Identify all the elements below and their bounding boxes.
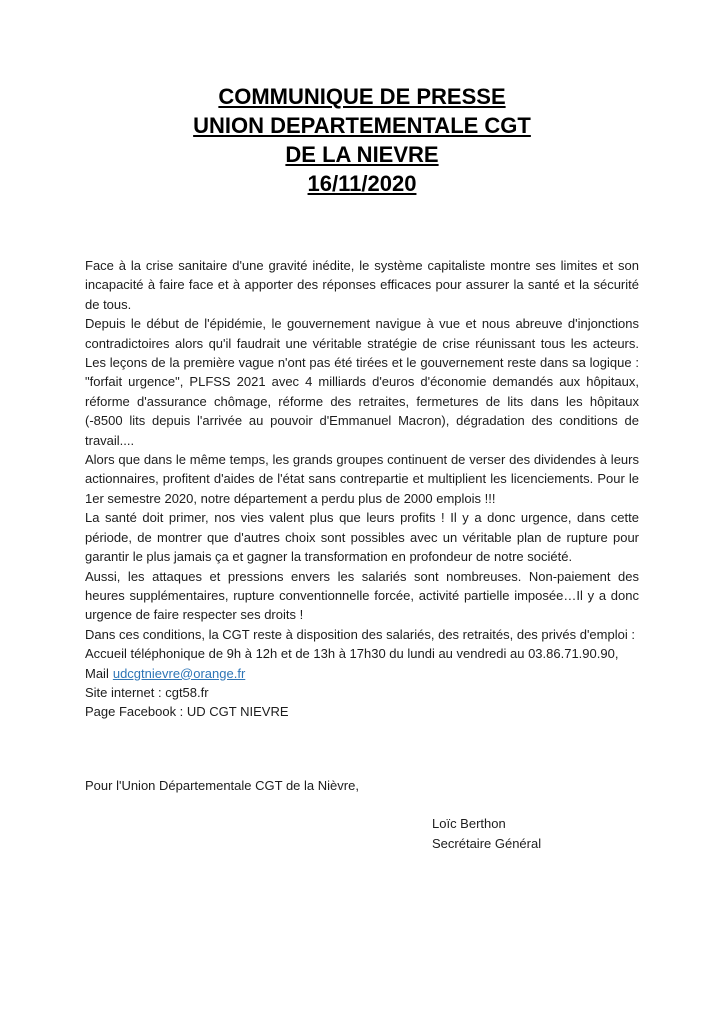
signature-role: Secrétaire Général [432, 835, 542, 851]
title-line-nievre: DE LA NIEVRE [285, 142, 439, 167]
document-body [85, 256, 639, 853]
paragraph-epidemie: Depuis le début de l'épidémie, le gouvernement navigue à vue et nous abreuve d'injonctions contradictoires alors qu'il faudrait une véritable stratégie de crise réunissant tous les acteurs. Les leçons de la première vague n'ont pas été tirées et le gouvernement reste dans sa logique : "forfait urgence", PLFSS 2021 avec 4 milliards d'euros d'économie demandés aux hôpitaux, réforme d'assurance chômage, réforme des retraites, fermetures de lits dans les hôpitaux (-8500 lits depuis l'arrivée au pouvoir d'Emmanuel Macron), dégradation des conditions de travail.... [85, 316, 639, 448]
email-link[interactable]: udcgtnievre@orange.fr [112, 665, 246, 681]
title-line-communique: COMMUNIQUE DE PRESSE [218, 84, 506, 109]
paragraph-grands-groupes: Alors que dans le même temps, les grands groupes continuent de verser des dividendes à leurs actionnaires, profitent d'aides de l'état sans contrepartie et multiplient les licenciements. Pour le 1er semestre 2020, notre département a perdu plus de 2000 emplois !!! [85, 452, 639, 506]
contact-site-line: Site internet : cgt58.fr [85, 684, 209, 700]
mail-label: Mail [85, 665, 109, 681]
document-title [85, 82, 639, 198]
paragraph-cgt-disposition: Dans ces conditions, la CGT reste à disposition des salariés, des retraités, des privés d'emploi : [85, 626, 635, 642]
paragraph-crise-sanitaire: Face à la crise sanitaire d'une gravité inédite, le système capitaliste montre ses limites et son incapacité à faire face et à apporter des réponses efficaces pour assurer la santé et la sécurité de tous. [85, 258, 639, 312]
contact-mail-line [85, 664, 639, 683]
signature-for-line: Pour l'Union Départementale CGT de la Nièvre, [85, 777, 359, 793]
signature-block [85, 776, 639, 853]
title-line-date: 16/11/2020 [307, 171, 417, 196]
signature-name-block [432, 814, 639, 853]
paragraph-sante-primer: La santé doit primer, nos vies valent plus que leurs profits ! Il y a donc urgence, dans cette période, de montrer que d'autres choix sont possibles avec un véritable plan de rupture pour garantir le plus jamais ça et gagner la transformation en profondeur de notre société. [85, 510, 639, 565]
paragraph-attaques-salaries: Aussi, les attaques et pressions envers les salariés sont nombreuses. Non-paiement des heures supplémentaires, rupture conventionnelle forcée, activité partielle imposée…Il y a donc urgence de faire respecter ses droits ! [85, 568, 639, 623]
contact-phone-line: Accueil téléphonique de 9h à 12h et de 13h à 17h30 du lundi au vendredi au 03.86.71.90.90, [85, 646, 619, 662]
title-line-union: UNION DEPARTEMENTALE CGT [193, 113, 531, 138]
contact-facebook-line: Page Facebook : UD CGT NIEVRE [85, 704, 289, 720]
signature-name: Loïc Berthon [432, 816, 506, 832]
